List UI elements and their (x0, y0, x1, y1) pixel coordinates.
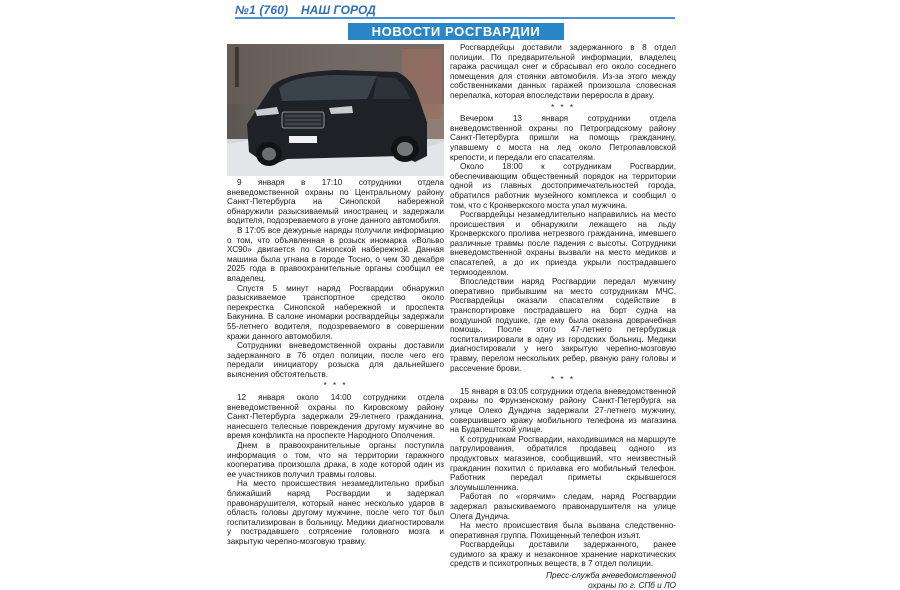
right-column (450, 43, 676, 590)
suv-photo-image (227, 44, 444, 176)
right-paragraph-7: К сотрудникам Росгвардии, находившимся на маршруте патрулирования, обратился продавец одного из продуктовых магазинов, сообщивший, что неизвестный гражданин похитил с прилавка его мобильный телефон. Работник передал приметы скрывшегося злоумышленника. (450, 434, 676, 492)
right-paragraph-6: 15 января в 03:05 сотрудники отдела вневедомственной охраны по Фрунзенскому району Санкт-Петербурга на улице Олеко Дундича задержали 27-летнего мужчину, совершившего кражу мобильного телефона из магазина на Будапештской улице. (450, 386, 676, 435)
left-paragraph-5: 12 января около 14:00 сотрудники отдела вневедомственной охраны по Кировскому району Санкт-Петербурга задержали 29-летнего гражданина, нанесшего телесные повреждения другому мужчине во время конфликта на проспекте Народного Ополчения. (227, 393, 444, 441)
section-separator: * * * (550, 375, 576, 385)
header-rule (235, 17, 675, 19)
press-service-signature (450, 571, 676, 590)
left-paragraph-6: Днем в правоохранительные органы поступила информация о том, что на территории гаражного кооператива произошла драка, в ходе которой один из ее участников получил травмы головы. (227, 441, 444, 479)
issue-number: №1 (760) (235, 3, 289, 17)
signature-line-2: охраны по г. СПб и ЛО (588, 580, 676, 590)
right-paragraph-10: Росгвардейцы доставили задержанного, ранее судимого за кражу и незаконное хранение наркотических средств и психотропных веществ, в 7 отдел полиции. (450, 540, 676, 569)
article-photo (227, 44, 444, 176)
section-separator: * * * (550, 102, 576, 112)
right-paragraph-1: Росгвардейцы доставили задержанного в 8 отдел полиции. По предварительной информации, владелец гаража расчищал снег и сбрасывал его около соседнего помещения для стоянки автомобиля. Из-за этого между собственниками данных гаражей произошла словесная перепалка, которая впоследствии переросла в драку. (450, 43, 676, 100)
left-column (227, 178, 444, 546)
left-paragraph-1: 9 января в 17:10 сотрудники отдела вневедомственной охраны по Центральному району Санкт-Петербурга на Синопской набережной обнаружили разыскиваемый иностранец и задержали водителя, подозреваемого в угоне данного автомобиля. (227, 178, 444, 226)
left-paragraph-2: В 17:05 все дежурные наряды получили информацию о том, что объявленная в розыск иномарка «Вольво ХС90» двигается по Синопской набережной. Данная машина была угнана в городе Тосно, о чем 30 декабря 2025 года в правоохранительные органы сообщил ее владелец. (227, 225, 444, 283)
section-separator: * * * (323, 381, 348, 391)
right-paragraph-9: На место происшествия была вызвана следственно-оперативная группа. Похищенный телефон изъят. (450, 521, 676, 540)
right-paragraph-4: Росгвардейцы незамедлительно направились на место происшествия и обнаружили лежащего на льду Кронверкского пролива нетрезвого гражданина, имевшего различные травмы после падения с высоты. Сотрудники вневедомственной охраны вызвали на место медиков и спасателей, а до их приезда укрыли пострадавшего термоодеялом. (450, 210, 676, 277)
right-paragraph-3: Около 18:00 к сотрудникам Росгвардии, обеспечивающим общественный порядок на территории одной из главных достопримечательностей города, обратился работник музейного комплекса и сообщил о том, что с Кронверкского моста упал мужчина. (450, 162, 676, 210)
right-paragraph-5: Впоследствии наряд Росгвардии передал мужчину оперативно прибывшим на место сотрудникам МЧС. Росгвардейцы оказали спасателям содействие в транспортировке пострадавшего на борт судна на воздушной подушке, где ему была оказана доврачебная помощь. После этого 47-летнего петербуржца госпитализировали в одну из городских больниц. Медики диагностировали у него закрытую черепно-мозговую травму, перелом нескольких ребер, рваную рану головы и рассечение брови. (450, 277, 676, 373)
left-paragraph-4: Сотрудники вневедомственной охраны доставили задержанного в 76 отдел полиции, после чего его передали инициатору розыска для дальнейшего выяснения обстоятельств. (227, 341, 444, 379)
section-title: НАШ ГОРОД (301, 3, 376, 17)
signature-line-1: Пресс-служба вневедомственной (546, 571, 676, 581)
rubric-banner: НОВОСТИ РОСГВАРДИИ (348, 23, 564, 40)
left-paragraph-3: Спустя 5 минут наряд Росгвардии обнаружил разыскиваемое транспортное средство около перекрестка Синопской набережной и проспекта Бакунина. В салоне иномарки росгвардейцы задержали 55-летнего водителя, подозреваемого в совершении кражи данного автомобиля. (227, 283, 444, 341)
left-paragraph-7: На место происшествия незамедлительно прибыл ближайший наряд Росгвардии и задержал правонарушителя, который нанес несколько ударов в область головы другому мужчине, после чего тот был госпитализирован в больницу. Медики диагностировали у пострадавшего сотрясение головного мозга и закрытую черепно-мозговую травму. (227, 479, 444, 546)
right-paragraph-2: Вечером 13 января сотрудники отдела вневедомственной охраны по Петроградскому району Санкт-Петербурга пришли на помощь гражданину, упавшему с моста на лед около Петропавловской крепости, и передали его спасателям. (450, 114, 676, 162)
right-paragraph-8: Работая по «горячим» следам, наряд Росгвардии задержал разыскиваемого правонарушителя на улице Олега Дундича. (450, 492, 676, 521)
page-header (235, 3, 675, 17)
